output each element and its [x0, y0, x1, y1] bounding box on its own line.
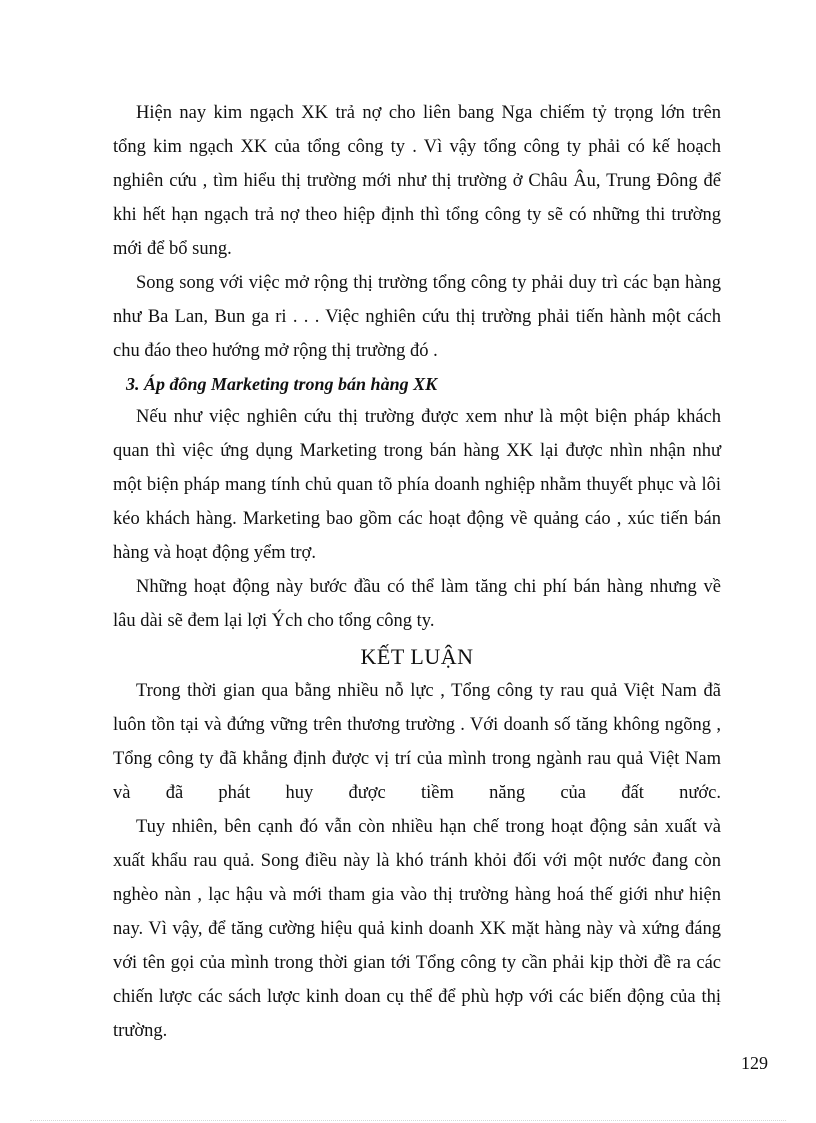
paragraph-conclusion-limitations: [113, 810, 721, 1048]
paragraph-line: kéo khách hàng. Marketing bao gồm các hoạt động về quảng cáo , xúc tiến bán: [113, 509, 721, 529]
paragraph-line: Những hoạt động này bước đầu có thể làm tăng chi phí bán hàng nhưng về: [136, 577, 721, 597]
section-title-conclusion: KẾT LUẬN: [360, 644, 474, 669]
paragraph-line: và đã phát huy được tiềm năng của đất nước.: [113, 783, 721, 803]
paragraph-line: Tuy nhiên, bên cạnh đó vẫn còn nhiều hạn chế trong hoạt động sản xuất và: [136, 817, 721, 837]
paragraph-line: một biện pháp mang tính chủ quan tõ phía doanh nghiệp nhằm thuyết phục và lôi: [113, 475, 721, 495]
subheading-marketing: 3. Áp đông Marketing trong bán hàng XK: [126, 374, 438, 394]
paragraph-line: Trong thời gian qua bằng nhiều nỗ lực , Tổng công ty rau quả Việt Nam đã: [136, 681, 721, 701]
paragraph-line: chu đáo theo hướng mở rộng thị trường đó .: [113, 341, 438, 361]
paragraph-line: Tổng công ty đã khẳng định được vị trí của mình trong ngành rau quả Việt Nam: [113, 749, 721, 769]
paragraph-line: lâu dài sẽ đem lại lợi Ých cho tổng công ty.: [113, 611, 435, 631]
paragraph-line: luôn tồn tại và đứng vững trên thương trường . Với doanh số tăng không ngõng ,: [113, 715, 721, 735]
paragraph-marketing-cost: [113, 570, 721, 638]
paragraph-line: nghèo nàn , lạc hậu và mới tham gia vào thị trường hàng hoá thế giới như hiện: [113, 885, 721, 905]
paragraph-line: nghiên cứu , tìm hiểu thị trường mới như thị trường ở Châu Âu, Trung Đông để: [113, 171, 721, 191]
page-bottom-divider: [30, 1120, 786, 1121]
paragraph-trade-debt-export: [113, 96, 721, 266]
paragraph-line: với tên gọi của mình trong thời gian tới Tổng công ty cần phải kịp thời đề ra các: [113, 953, 721, 973]
paragraph-line: Nếu như việc nghiên cứu thị trường được xem như là một biện pháp khách: [136, 407, 721, 427]
paragraph-line: chiến lược các sách lược kinh doan cụ thể để phù hợp với các biến động của thị: [113, 987, 721, 1007]
page-body: [113, 96, 721, 1048]
paragraph-line: khi hết hạn ngạch trả nợ theo hiệp định thì tổng công ty sẽ có những thi trường: [113, 205, 721, 225]
paragraph-marketing-application: [113, 400, 721, 570]
paragraph-line: quan thì việc ứng dụng Marketing trong bán hàng XK lại được nhìn nhận như: [113, 441, 721, 461]
page-number: 129: [741, 1053, 768, 1073]
paragraph-market-expansion: [113, 266, 721, 368]
paragraph-line: hàng và hoạt động yểm trợ.: [113, 543, 316, 563]
paragraph-line: như Ba Lan, Bun ga ri . . . Việc nghiên cứu thị trường phải tiến hành một cách: [113, 307, 721, 327]
paragraph-line: trường.: [113, 1021, 168, 1041]
paragraph-line: Song song với việc mở rộng thị trường tổng công ty phải duy trì các bạn hàng: [136, 273, 721, 293]
paragraph-conclusion-achievements: [113, 674, 721, 810]
paragraph-line: tổng kim ngạch XK của tổng công ty . Vì vậy tổng công ty phải có kế hoạch: [113, 137, 721, 157]
paragraph-line: nay. Vì vậy, để tăng cường hiệu quả kinh doanh XK mặt hàng này và xứng đáng: [113, 919, 721, 939]
paragraph-line: xuất khẩu rau quả. Song điều này là khó tránh khỏi đối với một nước đang còn: [113, 851, 721, 871]
paragraph-line: Hiện nay kim ngạch XK trả nợ cho liên bang Nga chiếm tỷ trọng lớn trên: [136, 103, 721, 123]
paragraph-line: mới để bổ sung.: [113, 239, 232, 259]
